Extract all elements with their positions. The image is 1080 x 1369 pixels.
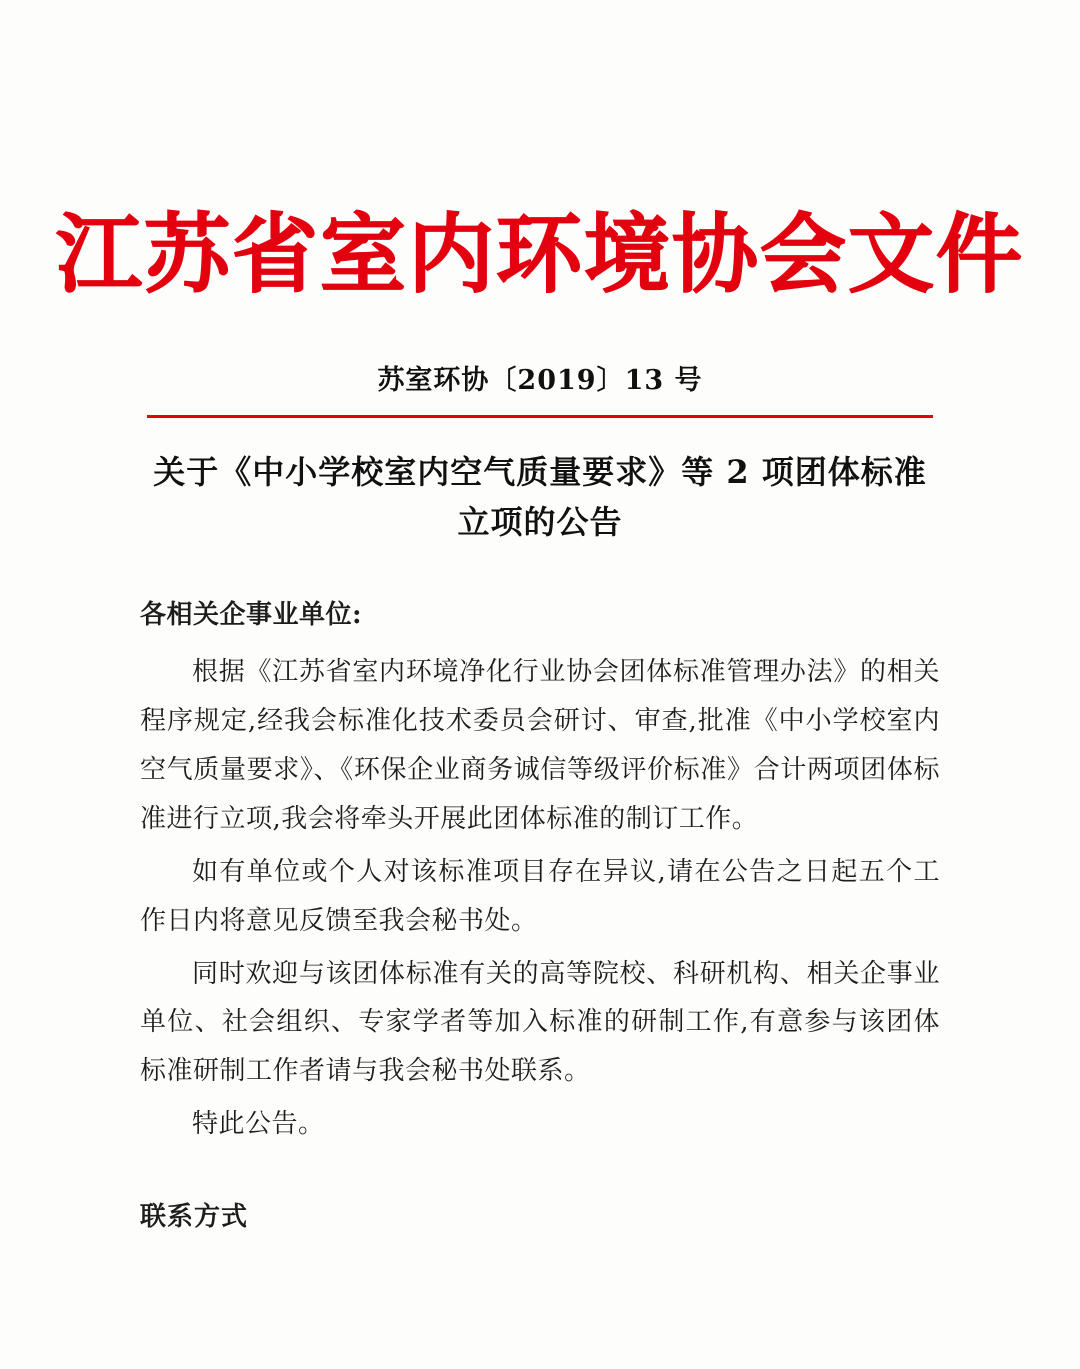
document-number: 苏室环协〔2019〕13 号 — [377, 365, 703, 397]
page-title: 关于《中小学校室内空气质量要求》等 2 项团体标准立项的公告 — [153, 453, 927, 541]
red-divider-rule — [147, 415, 933, 418]
masthead — [0, 0, 1080, 305]
organization-title: 江苏省室内环境协会文件 — [56, 205, 1024, 305]
body-paragraph: 特此公告。 — [192, 1109, 325, 1140]
body-paragraph: 如有单位或个人对该标准项目存在异议,请在公告之日起五个工作日内将意见反馈至我会秘书处。 — [140, 856, 940, 936]
body-paragraph: 同时欢迎与该团体标准有关的高等院校、科研机构、相关企事业单位、社会组织、专家学者等加入标准的研制工作,有意参与该团体标准研制工作者请与我会秘书处联系。 — [140, 958, 940, 1087]
body-paragraph: 根据《江苏省室内环境净化行业协会团体标准管理办法》的相关程序规定,经我会标准化技术委员会研讨、审查,批准《中小学校室内空气质量要求》、《环保企业商务诚信等级评价标准》合计两项团体标准进行立项,我会将牵头开展此团体标准的制订工作。 — [140, 657, 940, 834]
salutation: 各相关企事业单位: — [140, 600, 363, 631]
contact-heading: 联系方式 — [140, 1202, 249, 1233]
document-body — [140, 591, 940, 1242]
